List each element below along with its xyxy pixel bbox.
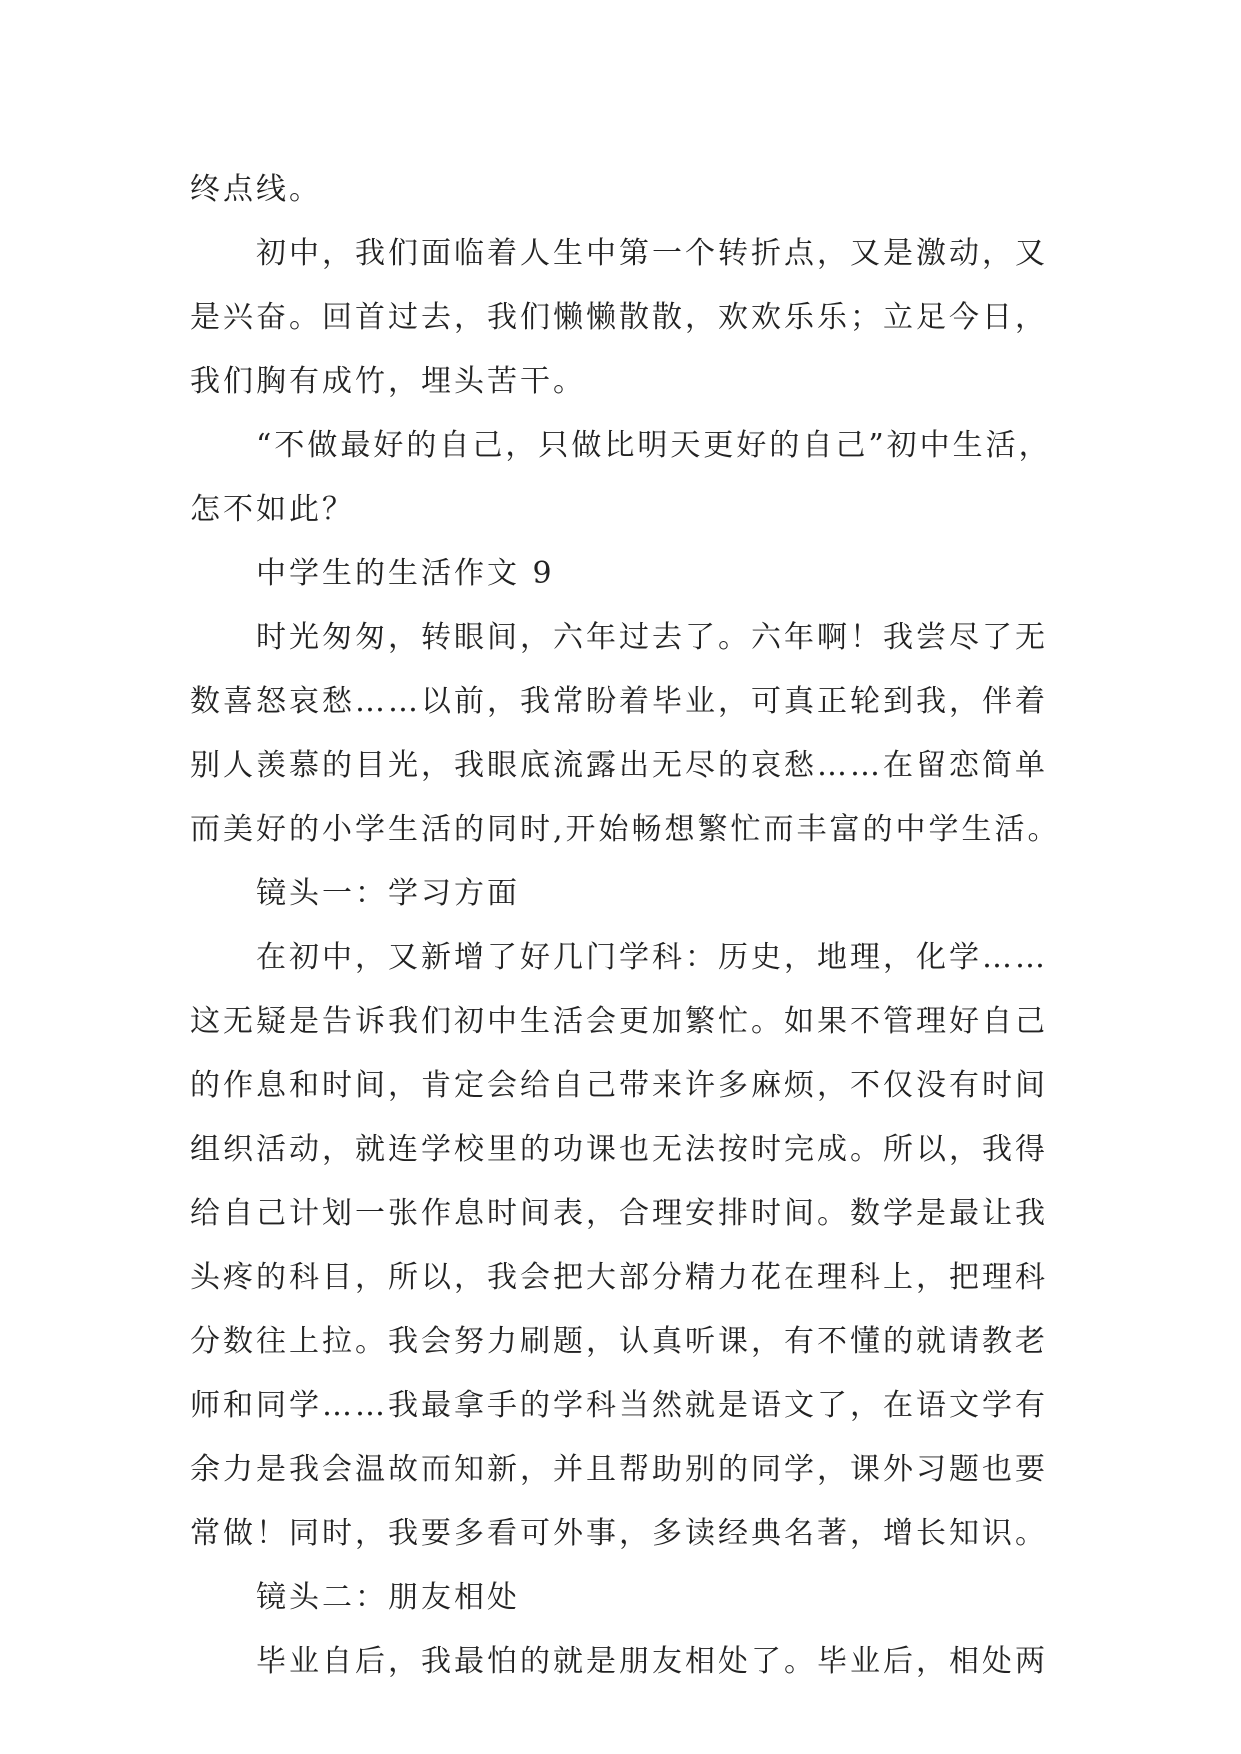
- text-line: 组织活动，就连学校里的功课也无法按时完成。所以，我得: [190, 1132, 1048, 1167]
- text-line: “不做最好的自己，只做比明天更好的自己”初中生活，: [256, 428, 1052, 463]
- text-line: 这无疑是告诉我们初中生活会更加繁忙。如果不管理好自己: [190, 1004, 1048, 1039]
- section-heading: 中学生的生活作文 9: [256, 556, 555, 591]
- text-line: 的作息和时间，肯定会给自己带来许多麻烦，不仅没有时间: [190, 1068, 1048, 1103]
- text-line: 余力是我会温故而知新，并且帮助别的同学，课外习题也要: [190, 1452, 1048, 1487]
- text-line: 给自己计划一张作息时间表，合理安排时间。数学是最让我: [190, 1196, 1048, 1231]
- text-line: 别人羡慕的目光，我眼底流露出无尽的哀愁……在留恋简单: [190, 748, 1048, 783]
- subsection-heading: 镜头一：学习方面: [256, 876, 520, 911]
- text-line: 初中，我们面临着人生中第一个转折点，又是激动，又: [256, 236, 1048, 271]
- subsection-heading: 镜头二：朋友相处: [256, 1580, 520, 1615]
- text-line: 是兴奋。回首过去，我们懒懒散散，欢欢乐乐；立足今日，: [190, 300, 1048, 335]
- text-line: 师和同学……我最拿手的学科当然就是语文了，在语文学有: [190, 1388, 1048, 1423]
- text-line: 分数往上拉。我会努力刷题，认真听课，有不懂的就请教老: [190, 1324, 1048, 1359]
- text-line: 常做！同时，我要多看可外事，多读经典名著，增长知识。: [190, 1516, 1048, 1551]
- text-line: 怎不如此？: [190, 492, 355, 527]
- text-line: 而美好的小学生活的同时,开始畅想繁忙而丰富的中学生活。: [190, 812, 1061, 847]
- text-line: 终点线。: [190, 172, 322, 207]
- text-line: 毕业自后，我最怕的就是朋友相处了。毕业后，相处两: [256, 1644, 1048, 1679]
- text-line: 时光匆匆，转眼间，六年过去了。六年啊！我尝尽了无: [256, 620, 1048, 655]
- essay-text: [190, 158, 1070, 1694]
- text-line: 我们胸有成竹，埋头苦干。: [190, 364, 586, 399]
- text-line: 头疼的科目，所以，我会把大部分精力花在理科上，把理科: [190, 1260, 1048, 1295]
- text-line: 在初中，又新增了好几门学科：历史，地理，化学……: [256, 940, 1048, 975]
- text-line: 数喜怒哀愁……以前，我常盼着毕业，可真正轮到我，伴着: [190, 684, 1048, 719]
